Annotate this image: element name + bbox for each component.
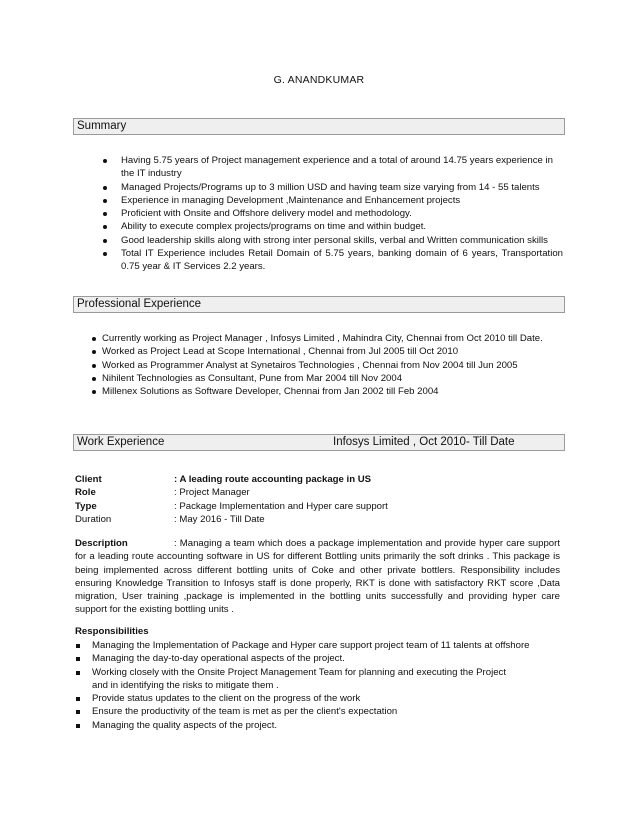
description-label: Description [75,538,128,549]
responsibilities-title: Responsibilities [75,626,149,637]
type-label: Type [75,500,97,512]
summary-header [73,118,565,135]
client-label: Client [75,474,102,485]
project-details [75,473,555,526]
list-item: Total IT Experience includes Retail Domain of 5.75 years, banking domain of 6 years, Transportation 0.75 year & IT Services 2.2 years. [103,247,563,274]
work-title: Work Experience [77,436,165,448]
list-item: Having 5.75 years of Project management experience and a total of around 14.75 years experience in the IT industry [103,154,563,181]
list-item: Ensure the productivity of the team is met as per the client's expectation [76,705,546,718]
list-item: Managed Projects/Programs up to 3 million USD and having team size varying from 14 - 55 talents [103,181,563,194]
list-item: Provide status updates to the client on the progress of the work [76,692,546,705]
work-title-right: Infosys Limited , Oct 2010- Till Date [333,436,515,448]
duration-value: : May 2016 - Till Date [174,513,265,525]
client-row [75,473,555,486]
professional-list [92,332,562,398]
client-value: : A leading route accounting package in US [174,474,372,485]
work-header [73,434,565,451]
list-item: Managing the Implementation of Package and Hyper care support project team of 11 talents at offshore [76,639,546,652]
type-row [75,500,555,513]
list-item: Experience in managing Development ,Maintenance and Enhancement projects [103,194,563,207]
role-row [75,486,555,499]
candidate-name: G. ANANDKUMAR [273,74,365,86]
list-item: Millenex Solutions as Software Developer, Chennai from Jan 2002 till Feb 2004 [92,385,562,398]
list-item: Managing the quality aspects of the project. [76,719,546,732]
professional-header [73,296,565,313]
list-item: Currently working as Project Manager , Infosys Limited , Mahindra City, Chennai from Oct 2010 till Date. [92,332,562,345]
list-item: Proficient with Onsite and Offshore delivery model and methodology. [103,207,563,220]
list-item: Ability to execute complex projects/programs on time and within budget. [103,220,563,233]
summary-list [103,154,563,274]
role-label: Role [75,487,96,499]
role-value: : Project Manager [174,487,250,499]
professional-title: Professional Experience [77,298,202,310]
list-item: Good leadership skills along with strong inter personal skills, verbal and Written communication skills [103,234,563,247]
list-item: Working closely with the Onsite Project Management Team for planning and executing the Project and in identifying the risks to mitigate them . [76,666,512,693]
list-item: Managing the day-to-day operational aspects of the project. [76,652,546,665]
summary-title: Summary [77,120,127,132]
description-text: : Managing a team which does a package implementation and provide hyper care support for a leading route accounting software in US for different Bottling units primarily the soft drinks . This package is being implemented across different bottling units of Coke and other private bottlers. Responsibility includes ensuring Knowledge Transition to Infosys staff is done properly, RKT is done with satisfactory RKT score ,Data migration, User training ,package is implemented in the bottling units successfully and providing hyper care support for the existing bottling units . [75,538,560,616]
list-item: Worked as Project Lead at Scope International , Chennai from Jul 2005 till Oct 2010 [92,345,562,358]
duration-row [75,513,555,526]
duration-label: Duration [75,513,112,525]
list-item: Worked as Programmer Analyst at Synetairos Technologies , Chennai from Nov 2004 till Jun 2005 [92,359,562,372]
list-item: Nihilent Technologies as Consultant, Pune from Mar 2004 till Nov 2004 [92,372,562,385]
type-value: : Package Implementation and Hyper care support [174,500,388,512]
responsibilities-list [76,639,546,732]
description-paragraph [75,537,560,617]
